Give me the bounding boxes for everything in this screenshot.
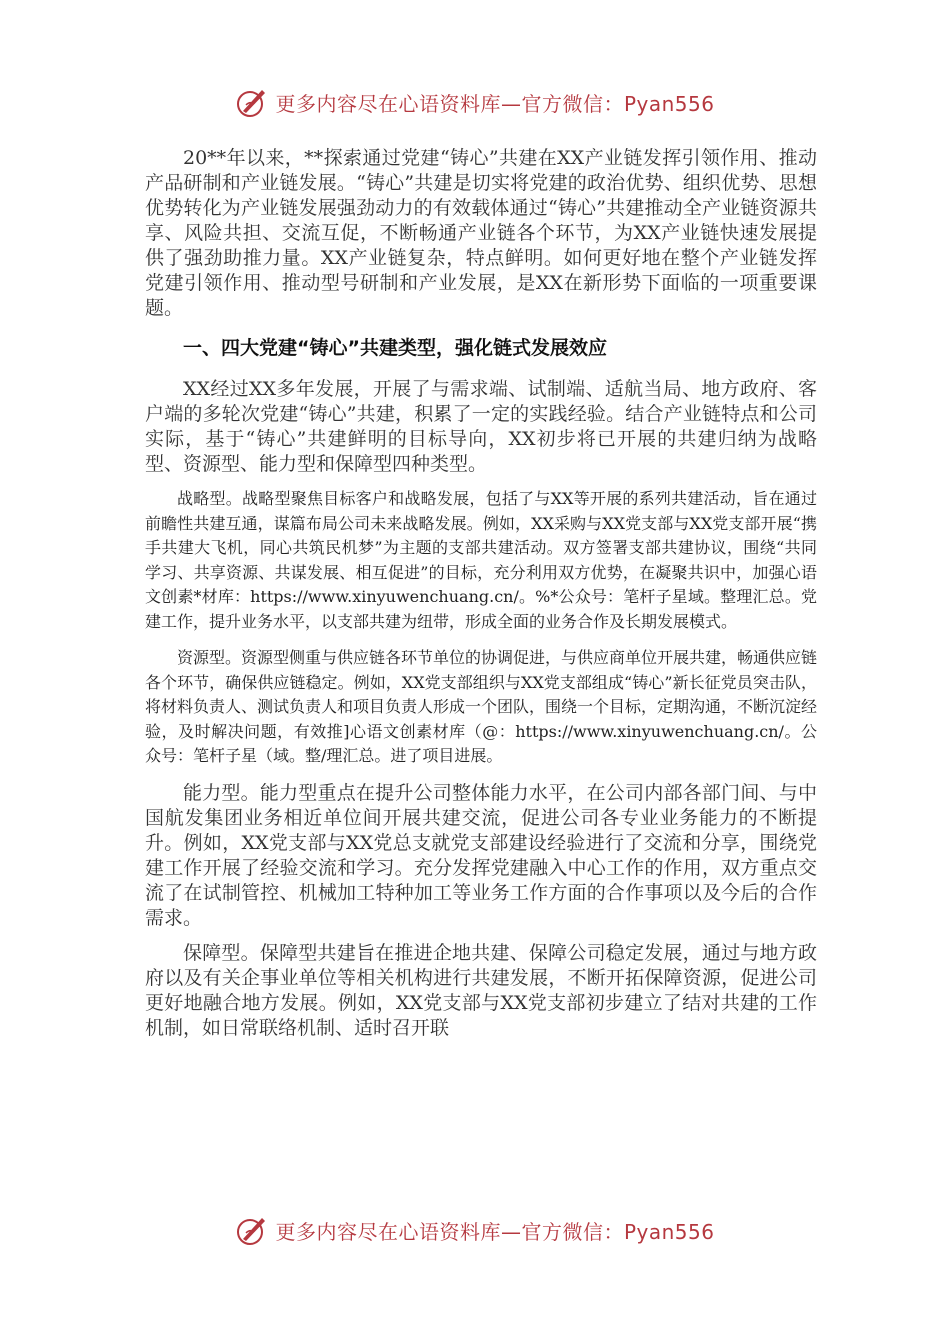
header-banner-text: 更多内容尽在心语资料库—官方微信：Pyan556 xyxy=(275,91,715,116)
intro-paragraph: 20**年以来，**探索通过党建“铸心”共建在XX产业链发挥引领作用、推动产品研制和产业链发展。“铸心”共建是切实将党建的政治优势、组织优势、思想优势转化为产业链发展强劲动力的有效载体通过“铸心”共建推动全产业链资源共享、风险共担、交流互促，不断畅通产业链各个环节，为XX产业链快速发展提供了强劲助推力量。XX产业链复杂，特点鲜明。如何更好地在整个产业链发挥党建引领作用、推动型号研制和产业发展，是XX在新形势下面临的一项重要课题。 xyxy=(145,147,817,319)
resource-type-paragraph: 资源型。资源型侧重与供应链各环节单位的协调促进，与供应商单位开展共建，畅通供应链各个环节，确保供应链稳定。例如，XX党支部组织与XX党支部组成“铸心”新长征党员突击队，将材料负责人、测试负责人和项目负责人形成一个团队，围绕一个目标，定期沟通，不断沉淀经验，及时解决问题，有效推]心语文创素材库（@：https://www.xinyuwenchuang.cn/。公众号：笔杆子星（域。整/理汇总。进了项目进展。 xyxy=(145,648,818,765)
footer-banner xyxy=(0,1210,950,1250)
section-heading: 一、四大党建“铸心”共建类型，强化链式发展效应 xyxy=(183,337,607,359)
quill-pen-logo-icon xyxy=(235,1213,269,1247)
header-banner xyxy=(0,82,950,122)
overview-paragraph: XX经过XX多年发展，开展了与需求端、试制端、适航当局、地方政府、客户端的多轮次党建“铸心”共建，积累了一定的实践经验。结合产业链特点和公司实际，基于“铸心”共建鲜明的目标导向，XX初步将已开展的共建归纳为战略型、资源型、能力型和保障型四种类型。 xyxy=(145,378,817,475)
capability-type-paragraph: 能力型。能力型重点在提升公司整体能力水平，在公司内部各部门间、与中国航发集团业务相近单位间开展共建交流，促进公司各专业业务能力的不断提升。例如，XX党支部与XX党总支就党支部建设经验进行了交流和分享，围绕党建工作开展了经验交流和学习。充分发挥党建融入中心工作的作用，双方重点交流了在试制管控、机械加工特种加工等业务工作方面的合作事项以及今后的合作需求。 xyxy=(145,781,817,929)
guarantee-type-paragraph: 保障型。保障型共建旨在推进企地共建、保障公司稳定发展，通过与地方政府以及有关企事业单位等相关机构进行共建发展，不断开拓保障资源，促进公司更好地融合地方发展。例如，XX党支部与XX党支部初步建立了结对共建的工作机制，如日常联络机制、适时召开联 xyxy=(145,941,817,1039)
footer-banner-text: 更多内容尽在心语资料库—官方微信：Pyan556 xyxy=(275,1219,715,1244)
strategic-type-paragraph: 战略型。战略型聚焦目标客户和战略发展，包括了与XX等开展的系列共建活动，旨在通过前瞻性共建互通，谋篇布局公司未来战略发展。例如，XX采购与XX党支部与XX党支部开展“携手共建大飞机，同心共筑民机梦”为主题的支部共建活动。双方签署支部共建协议，围绕“共同学习、共享资源、共谋发展、相互促进”的目标，充分利用双方优势，在凝聚共识中，加强心语文创素*材库：https://www.xinyuwenchuang.cn/。%*公众号：笔杆子星域。整理汇总。党建工作，提升业务水平，以支部共建为纽带，形成全面的业务合作及长期发展模式。 xyxy=(145,489,817,631)
document-body xyxy=(145,146,817,1051)
quill-pen-logo-icon xyxy=(235,85,269,119)
